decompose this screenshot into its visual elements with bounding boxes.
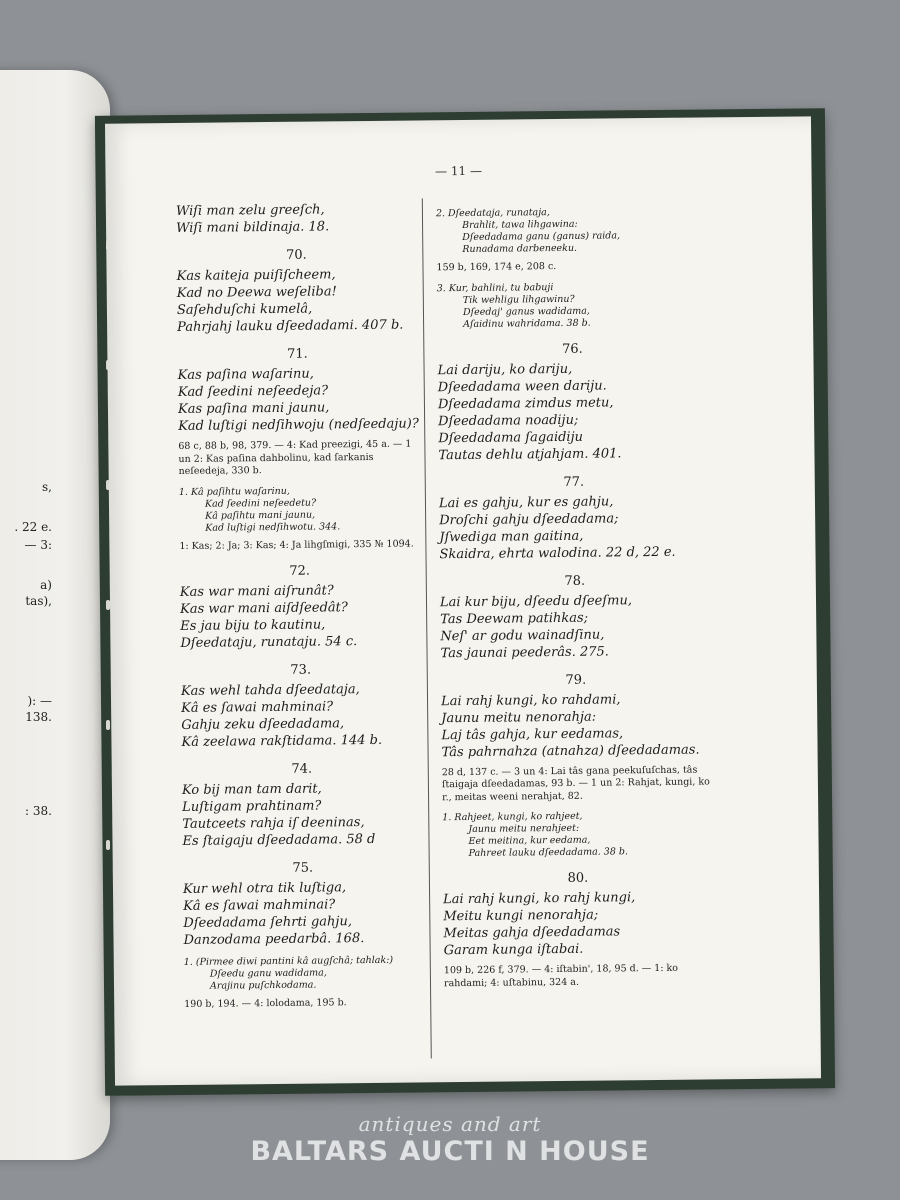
verse-line: Dſeedadama noadiju; <box>438 412 579 429</box>
verse-line: Danzodama peedarbâ. 168. <box>183 931 365 948</box>
verse-line: Kâ paſihtu mani jaunu, <box>205 509 316 522</box>
verse-line: Tautas dehlu atjahjam. 401. <box>438 445 622 463</box>
verse-line: Kas war mani aiſdſeedât? <box>179 600 348 617</box>
verse-line: 1. Rahjeet, kungi, ko rahjeet, <box>442 810 583 824</box>
variant-verse <box>179 484 419 535</box>
verse-line: Lai rahj kungi, ko rahdami, <box>440 691 621 709</box>
poem-block <box>181 661 422 751</box>
right-column <box>436 197 714 994</box>
verse-line: Kas paſina mani jaunu, <box>177 400 330 417</box>
poem-block <box>183 859 424 949</box>
left-page-fragment: 138. <box>25 710 52 724</box>
variant-verse <box>184 954 424 993</box>
poem-number: 79. <box>565 672 587 688</box>
verse-line: Droſchi gahju dſeedadama; <box>439 510 619 528</box>
footnote: 28 d, 137 c. — 3 un 4: Lai tâs gana peekuſuſchas, tâs ſtaigaja dſeedadamas, 93 b. — 1 un 2: Rahjat, kungi, ko r., meitas weeni nerahjat, 82. <box>441 764 710 803</box>
verse-line: Lai kur biju, dſeedu dſeeſmu, <box>439 592 633 610</box>
verse-line: Pahrjahj lauku dſeedadami. 407 b. <box>177 317 404 335</box>
verse-line: Kad ſeedini neſeedeja? <box>177 383 329 400</box>
left-page-fragment: s, <box>42 480 52 494</box>
verse-line: Tas Deewam patihkas; <box>440 610 589 627</box>
verse-line: Gahju zeku dſeedadama, <box>181 716 345 733</box>
footnote: 1: Kas; 2: Ja; 3: Kas; 4: Ja lihgſmigi, 335 № 1094. <box>179 538 414 552</box>
left-page-fragment: ): — <box>27 694 52 708</box>
verse-line: Jſwediga man gaitina, <box>439 528 584 545</box>
poem-block <box>437 340 708 464</box>
left-page-fragment: — 3: <box>24 538 52 552</box>
verse-line: Lai es gahju, kur es gahju, <box>438 493 614 511</box>
verse-line: Brahlit, tawa lihgawina: <box>462 218 578 231</box>
verse-line: Meitu kungi nenorahja; <box>443 907 599 925</box>
verse-line: Kad luſtigi nedſihwotu. 344. <box>205 520 341 534</box>
footnote: 159 b, 169, 174 e, 208 c. <box>436 261 557 274</box>
verse-line: Es ſtaigaju dſeedadama. 58 d <box>182 831 376 849</box>
verse-line: 1. Kâ paſihtu waſarinu, <box>178 485 290 498</box>
poem-number: 75. <box>292 860 314 876</box>
verse-line: Kâ es ſawai mahminai? <box>183 897 336 914</box>
watermark-tagline: antiques and art <box>358 1112 542 1136</box>
verse-line: Kad ſeedini neſeedetu? <box>204 497 317 510</box>
verse-line: 3. Kur, bahlini, tu babuji <box>436 281 554 294</box>
variant-verse <box>436 205 706 256</box>
poem-number: 70. <box>285 247 307 263</box>
variant-verse <box>437 280 707 331</box>
poem-number: 72. <box>289 563 311 579</box>
verse-line: Runadama darbeneeku. <box>462 242 578 255</box>
verse-line: Tautceets rahja iſ deeninas, <box>182 815 365 832</box>
poem-number: 80. <box>567 870 589 886</box>
variant-verse <box>442 809 712 860</box>
verse-line: Kas war mani aiſrunât? <box>179 583 334 600</box>
poem-number: 71. <box>286 346 308 362</box>
verse-line: Skaidra, ehrta walodina. 22 d, 22 e. <box>439 544 676 562</box>
verse-line: Kur wehl otra tik luſtiga, <box>182 880 347 897</box>
verse-line: Saſehduſchi kumelâ, <box>176 301 313 318</box>
left-column <box>176 200 424 1015</box>
footnote: 190 b, 194. — 4: lolodama, 195 b. <box>184 997 347 1010</box>
verse-line: Aſaidinu wahridama. 38 b. <box>463 317 591 330</box>
poem-block <box>440 572 711 662</box>
verse-line: Dſeedadama ſehrti gahju, <box>183 914 352 931</box>
footnote: 68 c, 88 b, 98, 379. — 4: Kad preezigi, 45 a. — 1 un 2: Kas paſina dahbolinu, kad ſarkanis neſeedeja, 330 b. <box>178 438 412 477</box>
verse-line: Eet meitina, kur eedama, <box>468 834 591 847</box>
verse-line: Luſtigam prahtinam? <box>182 798 322 815</box>
poem-block <box>180 562 421 652</box>
verse-continuation <box>176 200 416 237</box>
verse-line: Dſeedadama ween dariju. <box>437 377 607 395</box>
verse-line: Kâ zeelawa rakſtidama. 144 b. <box>181 732 383 750</box>
verse-line: Dſeedadama ganu (ganus) raida, <box>462 230 621 243</box>
verse-line: Lai dariju, ko dariju, <box>437 361 573 378</box>
left-page-fragment: a) <box>40 578 52 592</box>
verse-line: Pahreet lauku dſeedadama. 38 b. <box>468 846 629 859</box>
binding-stitch <box>106 720 110 730</box>
left-page-fragment: tas), <box>25 594 52 608</box>
verse-line: Tas jaunai peederâs. 275. <box>440 643 609 661</box>
watermark-brand: BALTARS AUCTI N HOUSE <box>250 1136 650 1167</box>
verse-line: Tâs pahrnahza (atnahza) dſeedadamas. <box>441 742 700 760</box>
verse-line: Garam kunga iſtabai. <box>443 941 584 959</box>
verse-line: Jaunu meitu nerahjeet: <box>468 822 580 835</box>
left-page-fragment: : 38. <box>25 804 52 818</box>
verse-line: Kas wehl tahda dſeedataja, <box>180 682 360 699</box>
poem-block <box>443 869 714 959</box>
poem-number: 78. <box>564 573 586 589</box>
poem-number: 74. <box>291 761 313 777</box>
verse-line: 1. (Pirmee diwi pantini kâ augſchâ; tahlak:) <box>183 954 394 968</box>
verse-line: Meitas gahja dſeedadamas <box>443 924 621 942</box>
verse-line: Ko bij man tam darit, <box>181 781 322 798</box>
footnote: 109 b, 226 f, 379. — 4: iſtabin', 18, 95 d. — 1: ko rahdami; 4: uſtabinu, 324 a. <box>443 962 679 989</box>
verse-line: Dſeedu ganu wadidama, <box>209 967 327 980</box>
verse-line: Wiſi man zelu greeſch, <box>175 202 325 219</box>
verse-line: Dſeedadama ſagaidiju <box>438 429 584 446</box>
poem-block <box>441 671 712 761</box>
poem-number: 73. <box>290 662 312 678</box>
verse-line: Dſeedaj' ganus wadidama, <box>462 305 590 318</box>
verse-line: Wiſi mani bildinaja. 18. <box>176 219 330 236</box>
page-number: — 11 — <box>434 163 483 179</box>
binding-stitch <box>106 840 110 850</box>
poem-block <box>176 246 417 336</box>
verse-line: 2. Dſeedataja, runataja, <box>435 207 550 220</box>
verse-line: Kâ es ſawai mahminai? <box>181 699 334 716</box>
verse-line: Kas paſina waſarinu, <box>177 366 314 383</box>
poem-block <box>182 760 423 850</box>
verse-line: Neſ' ar godu wainadſinu, <box>440 627 605 644</box>
verse-line: Es jau biju to kautinu, <box>180 617 326 634</box>
poem-number: 76. <box>561 341 583 357</box>
verse-line: Lai rahj kungi, ko rahj kungi, <box>443 890 636 908</box>
verse-line: Laj tâs gahja, kur eedamas, <box>441 725 624 743</box>
poem-block <box>439 473 710 563</box>
verse-line: Kad luſtigi nedſihwoju (nedſeedaju)? <box>178 416 419 434</box>
verse-line: Dſeedadama zimdus metu, <box>437 394 614 412</box>
book-page <box>105 116 821 1085</box>
verse-line: Kas kaiteja puiſiſcheem, <box>176 267 336 284</box>
poem-number: 77. <box>563 474 585 490</box>
verse-line: Tik wehligu lihgawinu? <box>462 293 575 306</box>
left-page-fragment: . 22 e. <box>14 520 52 534</box>
left-page <box>0 70 110 1160</box>
verse-line: Arajinu puſchkodama. <box>209 979 317 992</box>
verse-line: Dſeedataju, runataju. 54 c. <box>180 634 358 651</box>
verse-line: Jaunu meitu nenorahja: <box>441 709 597 726</box>
poem-block <box>177 345 418 435</box>
verse-line: Kad no Deewa weſeliba! <box>176 284 337 301</box>
